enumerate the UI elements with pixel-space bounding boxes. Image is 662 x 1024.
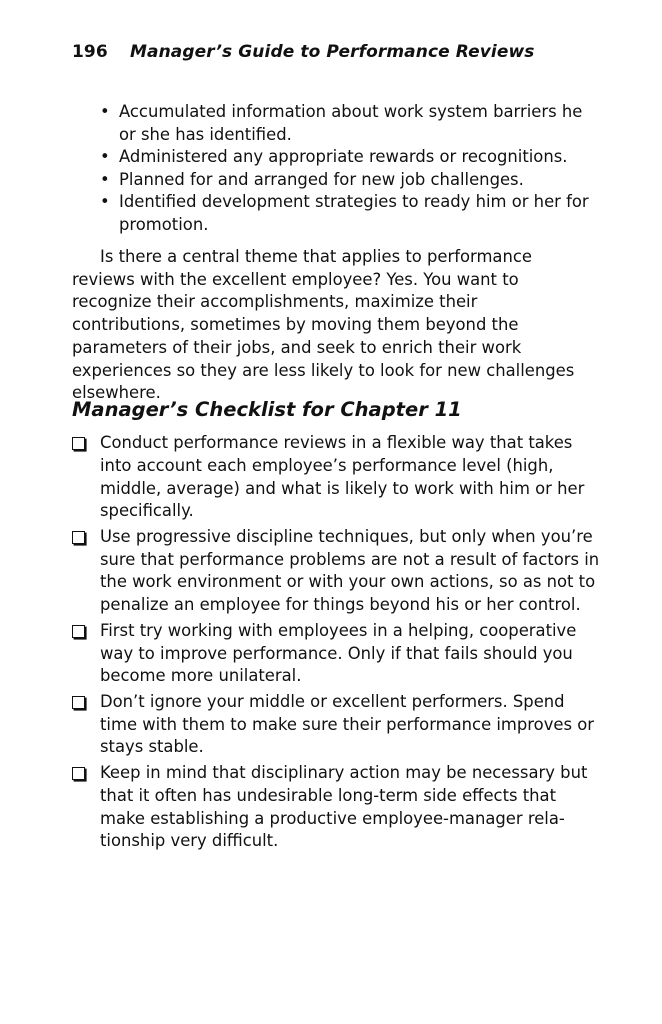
checklist-item <box>72 691 600 759</box>
running-head-title: Manager’s Guide to Performance Reviews <box>130 42 535 62</box>
checklist-item-text: Keep in mind that disciplinary action may be necessary but that it often has undesirable long-term side effects that make establishing a productive employee-manager relationship very difficult. <box>100 762 588 851</box>
manager-checklist <box>72 432 600 856</box>
checkbox-icon <box>72 437 85 450</box>
bullet-list <box>100 101 600 237</box>
bullet-text: Administered any appropriate rewards or recognitions. <box>119 147 568 167</box>
checklist-item <box>72 762 600 853</box>
checklist-item-text: First try working with employees in a helping, cooperative way to improve performance. Only if that fails should you become more unilateral. <box>100 620 577 686</box>
checkbox-icon <box>72 767 85 780</box>
bullet-text: Identified development strategies to ready him or her for promotion. <box>119 192 589 234</box>
bullet-text: Accumulated information about work system barriers he or she has identified. <box>119 102 583 144</box>
checklist-item <box>72 432 600 523</box>
checkbox-icon <box>72 625 85 638</box>
bullet-text: Planned for and arranged for new job challenges. <box>119 169 524 189</box>
checklist-item <box>72 620 600 688</box>
bullet-item <box>100 101 600 146</box>
bullet-item <box>100 191 600 236</box>
bullet-icon: • <box>100 192 110 212</box>
checkbox-icon <box>72 696 85 709</box>
bullet-icon: • <box>100 102 110 121</box>
checklist-item <box>72 526 600 617</box>
checklist-item-text: Conduct performance reviews in a flexible way that takes into account each employee’s performance level (high, middle, average) and what is likely to work with him or her specifically. <box>100 433 585 521</box>
page-number: 196 <box>72 42 108 62</box>
bullet-icon: • <box>100 169 110 189</box>
bullet-item <box>100 146 600 169</box>
checklist-item-text: Use progressive discipline techniques, but only when you’re sure that performance problems are not a result of factors in the work environment or with your own actions, so as not to penalize an employee for things beyond his or her control. <box>100 526 600 615</box>
running-head <box>72 42 535 62</box>
checkbox-icon <box>72 531 85 544</box>
bullet-item <box>100 169 600 192</box>
bullet-icon: • <box>100 147 110 167</box>
checklist-heading: Manager’s Checklist for Chapter 11 <box>72 398 462 421</box>
checklist-item-text: Don’t ignore your middle or excellent performers. Spend time with them to make sure their performance improves or stays stable. <box>100 691 594 757</box>
body-paragraph: Is there a central theme that applies to performance reviews with the excellent employee? Yes. You want to recognize their accomplishments, maximize their contributions, sometimes by moving them beyond the parameters of their jobs, and seek to enrich their work experiences so they are less likely to look for new challenges elsewhere. <box>72 247 575 403</box>
